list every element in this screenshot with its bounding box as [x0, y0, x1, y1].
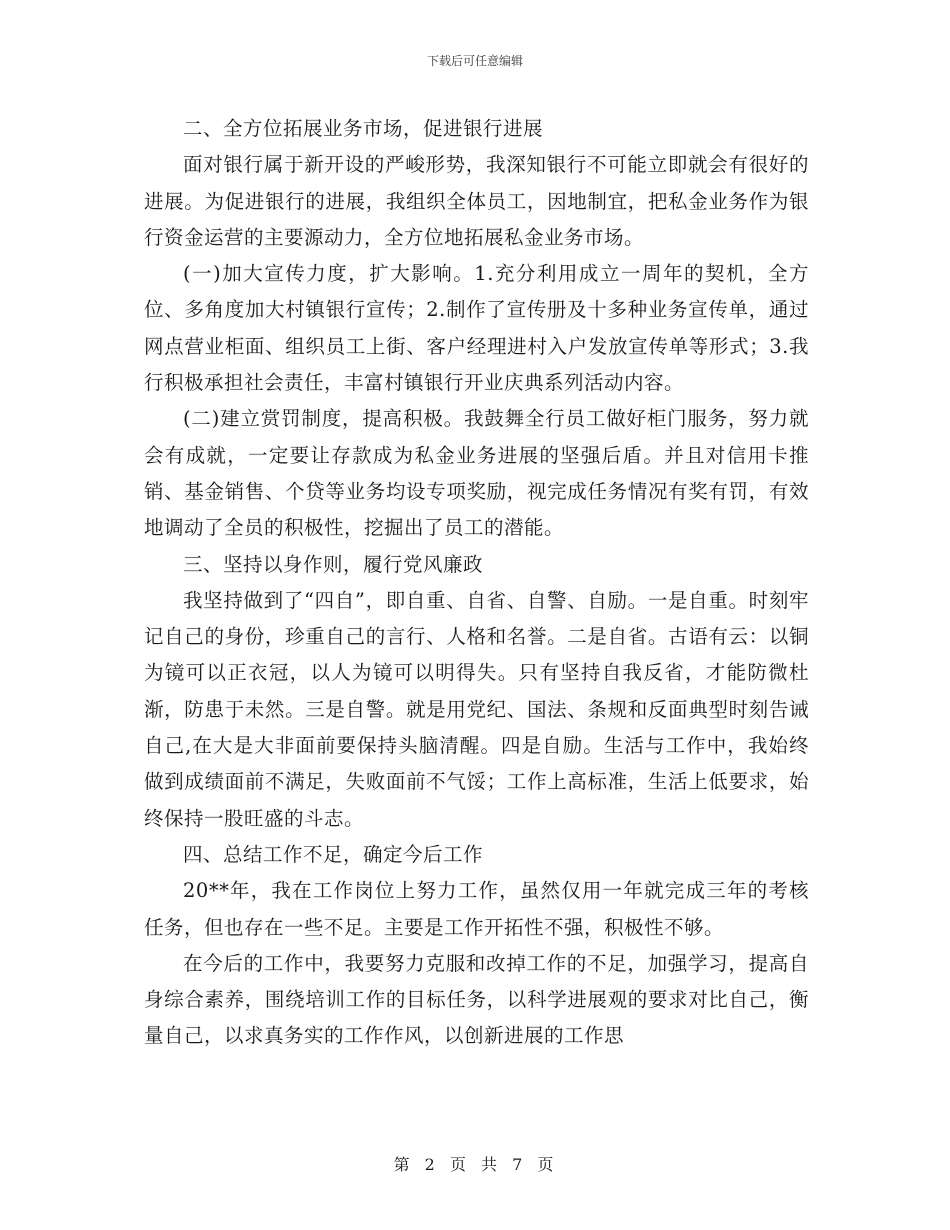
header-note: 下载后可任意编辑	[426, 54, 523, 68]
paragraph-1: 面对银行属于新开设的严峻形势，我深知银行不可能立即就会有很好的进展。为促进银行的进展，我组织全体员工，因地制宜，把私金业务作为银行资金运营的主要源动力，全方位地拓展私金业务市场。	[144, 153, 809, 249]
section-heading-3: 三、坚持以身作则，履行党风廉政	[183, 552, 484, 576]
paragraph-4: 我坚持做到了“四自”，即自重、自省、自警、自励。一是自重。时刻牢记自己的身份，珍重自己的言行、人格和名誉。二是自省。古语有云：以铜为镜可以正衣冠，以人为镜可以明得失。只有坚持自我反省，才能防微杜渐，防患于未然。三是自警。就是用党纪、国法、条规和反面典型时刻告诫自己,在大是大非面前要保持头脑清醒。四是自励。生活与工作中，我始终做到成绩面前不满足，失败面前不气馁；工作上高标准，生活上低要求，始终保持一股旺盛的斗志。	[144, 588, 809, 830]
page-number-footer: 第 2 页 共 7 页	[393, 1155, 557, 1174]
paragraph-3: (二)建立赏罚制度，提高积极。我鼓舞全行员工做好柜门服务，努力就会有成就，一定要让存款成为私金业务进展的坚强后盾。并且对信用卡推销、基金销售、个贷等业务均设专项奖励，视完成任务情况有奖有罚，有效地调动了全员的积极性，挖掘出了员工的潜能。	[144, 407, 809, 540]
section-heading-2: 二、全方位拓展业务市场，促进银行进展	[183, 117, 544, 140]
paragraph-6: 在今后的工作中，我要努力克服和改掉工作的不足，加强学习，提高自身综合素养，围绕培训工作的目标任务，以科学进展观的要求对比自己，衡量自己，以求真务实的工作作风，以创新进展的工作思	[144, 951, 809, 1048]
section-heading-4: 四、总结工作不足，确定今后工作	[183, 842, 484, 866]
document-body	[144, 111, 809, 1055]
paragraph-2: (一)加大宣传力度，扩大影响。1.充分利用成立一周年的契机，全方位、多角度加大村镇银行宣传；2.制作了宣传册及十多种业务宣传单，通过网点营业柜面、组织员工上街、客户经理进村入户发放宣传单等形式；3.我行积极承担社会责任，丰富村镇银行开业庆典系列活动内容。	[144, 262, 809, 395]
paragraph-5: 20**年，我在工作岗位上努力工作，虽然仅用一年就完成三年的考核任务，但也存在一些不足。主要是工作开拓性不强，积极性不够。	[144, 879, 809, 939]
